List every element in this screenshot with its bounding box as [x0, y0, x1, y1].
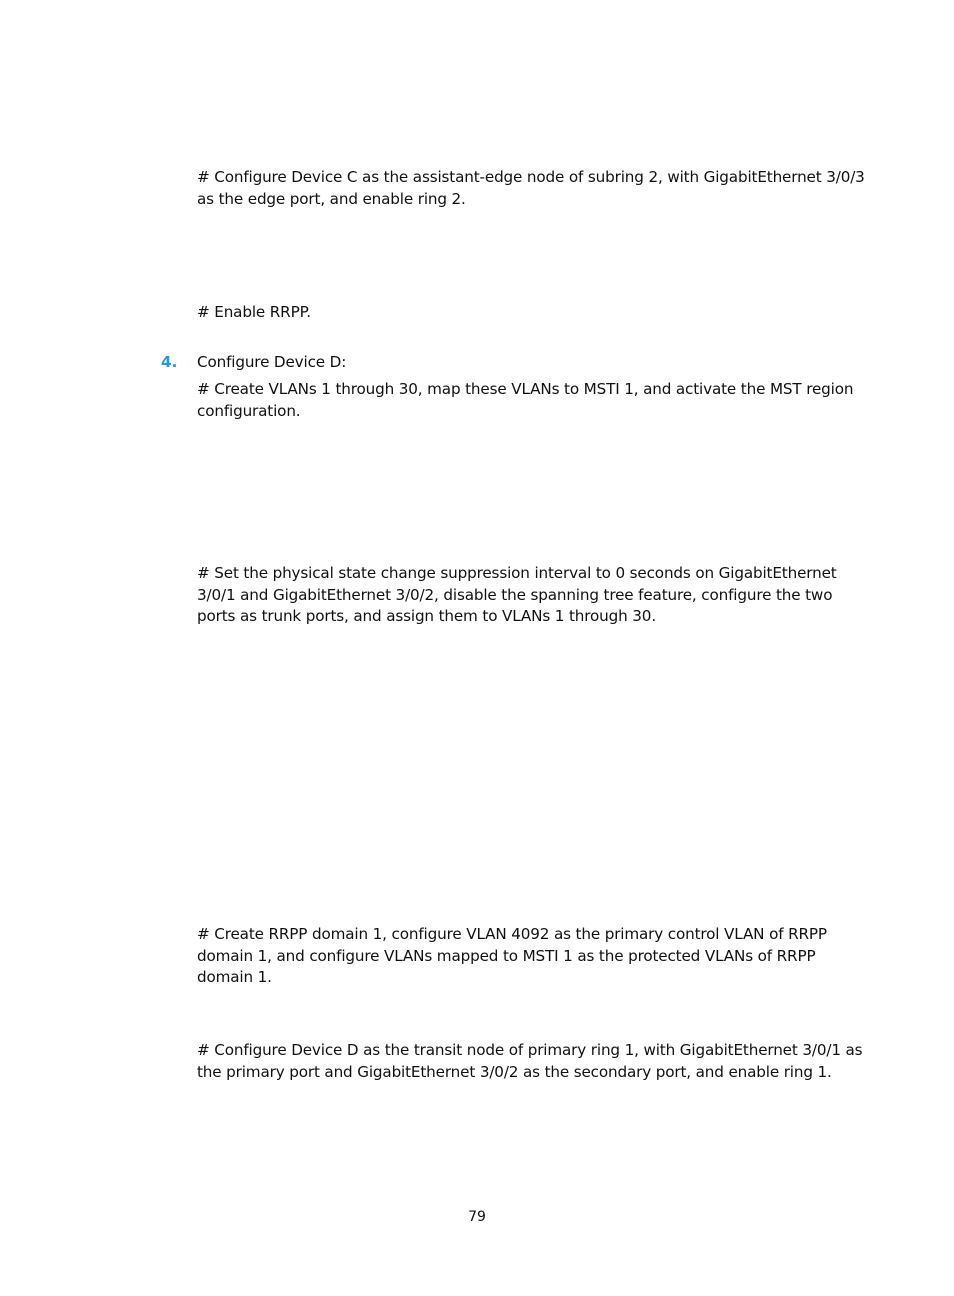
paragraph-enable-rrpp: # Enable RRPP. — [197, 303, 311, 321]
paragraph-device-c-assistant-edge: # Configure Device C as the assistant-edge node of subring 2, with GigabitEthernet 3/0/3 as the edge port, and enable ring 2. — [197, 168, 865, 208]
step-title-configure-device-d: Configure Device D: — [197, 353, 347, 371]
paragraph-create-vlans: # Create VLANs 1 through 30, map these VLANs to MSTI 1, and activate the MST region configuration. — [197, 380, 854, 420]
paragraph-device-d-transit: # Configure Device D as the transit node of primary ring 1, with GigabitEthernet 3/0/1 as the primary port and GigabitEthernet 3/0/2 as the secondary port, and enable ring 1. — [197, 1041, 863, 1081]
step-number: 4. — [161, 353, 178, 371]
page-number: 79 — [468, 1209, 486, 1225]
paragraph-suppression-interval: # Set the physical state change suppression interval to 0 seconds on GigabitEthernet 3/0/1 and GigabitEthernet 3/0/2, disable the spanning tree feature, configure the two ports as trunk ports, and assign them to VLANs 1 through 30. — [197, 564, 837, 625]
paragraph-create-rrpp-domain: # Create RRPP domain 1, configure VLAN 4092 as the primary control VLAN of RRPP domain 1, and configure VLANs mapped to MSTI 1 as the protected VLANs of RRPP domain 1. — [197, 925, 827, 986]
